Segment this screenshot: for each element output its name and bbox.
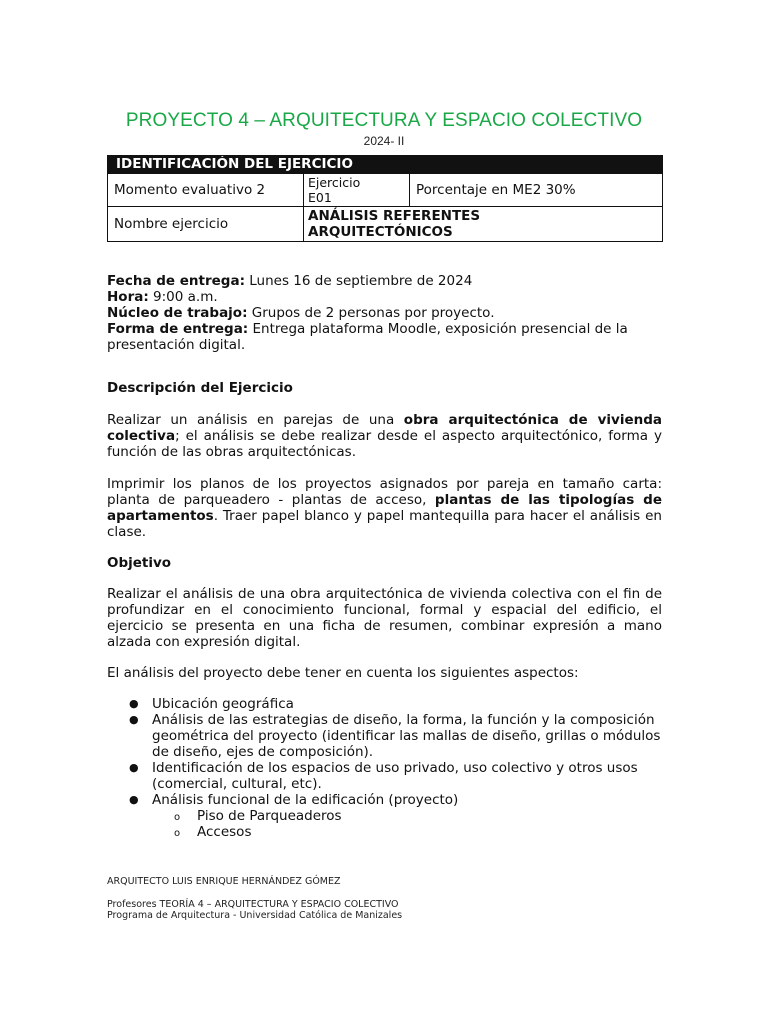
circle-bullet-icon: o: [174, 812, 181, 823]
descripcion-paragraph-1: [107, 412, 662, 460]
list-item-text: Identificación de los espacios de uso privado, uso colectivo y otros usos (comercial, cultural, etc).: [152, 760, 638, 792]
list-item: [129, 696, 663, 712]
aspects-list: [129, 696, 663, 840]
document-title: PROYECTO 4 – ARQUITECTURA Y ESPACIO COLECTIVO: [125, 110, 643, 131]
descripcion-p2-text: Imprimir los planos de los proyectos asignados por pareja en tamaño carta: planta de parqueadero - plantas de acceso,: [107, 476, 662, 508]
list-item-text: Ubicación geográfica: [152, 696, 294, 712]
descripcion-p1-text: Realizar un análisis en parejas de una: [107, 412, 404, 428]
list-item-text: Análisis de las estrategias de diseño, la forma, la función y la composición geométrica del proyecto (identificar las mallas de diseño, grillas o módulos de diseño, ejes de composición).: [152, 712, 661, 760]
list-item-text: Análisis funcional de la edificación (proyecto): [152, 792, 459, 808]
nucleo-value: Grupos de 2 personas por proyecto.: [247, 305, 495, 321]
fecha-value: Lunes 16 de septiembre de 2024: [244, 273, 473, 289]
descripcion-p1-bold: obra arquitectónica de vivienda colectiva: [107, 412, 662, 444]
ejercicio-code: E01: [308, 190, 332, 205]
exercise-identification-table: [107, 155, 663, 242]
nombre-ejercicio-line2: ARQUITECTÓNICOS: [308, 224, 453, 240]
footer-program: Programa de Arquitectura - Universidad Católica de Manizales: [107, 910, 403, 921]
nucleo-trabajo: [107, 305, 662, 321]
list-item: [129, 760, 663, 792]
delivery-info: [107, 273, 662, 353]
descripcion-paragraph-2: [107, 476, 662, 540]
descripcion-p2-end: . Traer papel blanco y papel mantequilla para hacer el análisis en clase.: [107, 508, 662, 540]
hora-value: 9:00 a.m.: [148, 289, 218, 305]
footer-author: ARQUITECTO LUIS ENRIQUE HERNÁNDEZ GÓMEZ: [107, 876, 341, 887]
academic-term: 2024- II: [363, 134, 405, 148]
table-heading: IDENTIFICACIÓN DEL EJERCICIO: [108, 156, 663, 174]
sub-list-item-text: Accesos: [197, 824, 252, 840]
circle-bullet-icon: o: [174, 828, 181, 839]
sub-list-item-text: Piso de Parqueaderos: [197, 808, 342, 824]
forma-value: Entrega plataforma Moodle, exposición presencial de la presentación digital.: [107, 321, 628, 353]
descripcion-heading: Descripción del Ejercicio: [107, 380, 293, 396]
objetivo-heading: Objetivo: [107, 555, 172, 571]
sub-list: [152, 808, 663, 840]
nombre-ejercicio-label: Nombre ejercicio: [108, 207, 304, 242]
porcentaje-cell: Porcentaje en ME2 30%: [410, 174, 663, 207]
hora: [107, 289, 662, 305]
bullet-icon: ●: [129, 697, 139, 710]
bullet-icon: ●: [129, 761, 139, 774]
fecha-entrega: [107, 273, 662, 289]
nucleo-label: Núcleo de trabajo:: [107, 305, 248, 321]
momento-evaluativo-cell: Momento evaluativo 2: [108, 174, 304, 207]
sub-list-item: [174, 824, 663, 840]
hora-label: Hora:: [107, 289, 149, 305]
objetivo-paragraph-1: Realizar el análisis de una obra arquitectónica de vivienda colectiva con el fin de profundizar en el conocimiento funcional, formal y espacial del edificio, el ejercicio se presenta en una ficha de resumen, combinar expresión a mano alzada con expresión digital.: [107, 586, 662, 650]
list-item: [129, 792, 663, 840]
nombre-ejercicio-line1: ANÁLISIS REFERENTES: [308, 208, 481, 224]
objetivo-paragraph-2: El análisis del proyecto debe tener en cuenta los siguientes aspectos:: [107, 665, 579, 681]
descripcion-p2-bold: plantas de las tipologías de apartamentos: [107, 492, 662, 524]
nombre-ejercicio-value: [304, 207, 663, 242]
footer-professors: Profesores TEORÍA 4 – ARQUITECTURA Y ESPACIO COLECTIVO: [107, 899, 399, 910]
bullet-icon: ●: [129, 793, 139, 806]
ejercicio-label: Ejercicio: [308, 175, 361, 190]
fecha-label: Fecha de entrega:: [107, 273, 245, 289]
descripcion-p1-end: ; el análisis se debe realizar desde el aspecto arquitectónico, forma y función de las obras arquitectónicas.: [107, 428, 662, 460]
forma-entrega: [107, 321, 662, 353]
sub-list-item: [174, 808, 663, 824]
list-item: [129, 712, 663, 760]
ejercicio-cell: [304, 174, 410, 207]
bullet-icon: ●: [129, 713, 139, 726]
forma-label: Forma de entrega:: [107, 321, 249, 337]
